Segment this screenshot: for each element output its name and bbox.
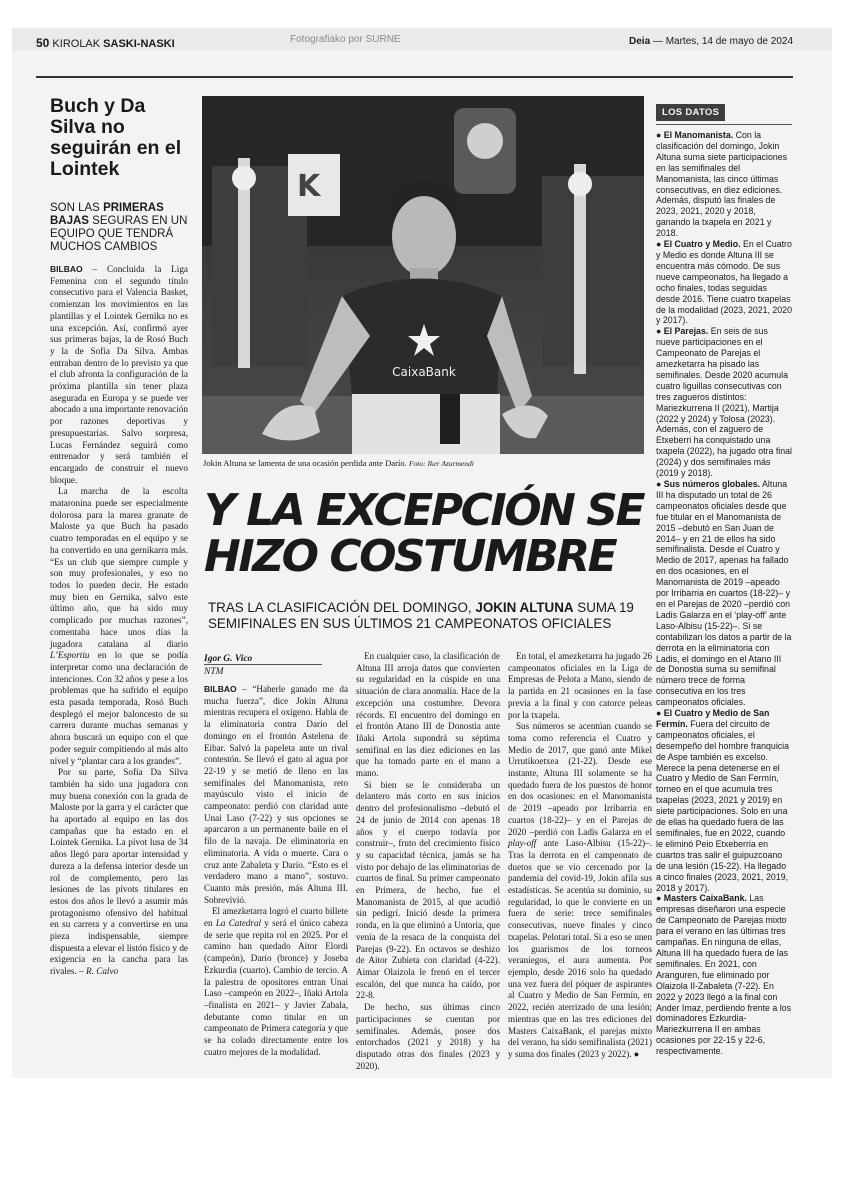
data-sidebar: [656, 102, 792, 1057]
left-story-subtitle: SON LAS PRIMERAS BAJAS SEGURAS EN UN EQUIPO QUE TENDRÁ MUCHOS CAMBIOS: [50, 202, 188, 253]
sidebar-item: ● Sus números globales. Altuna III ha disputado un total de 26 campeonatos oficiales desde que fue titular en el Manomanista de 2015 –debutó en San Juan de 2014– y en 21 de ellos ha sido semifinalista. Desde el Cuatro y Medio de 2017, apenas ha fallado en dos ocasiones, en el Manomanista de 2019 –apeado por Irribarria en cuartos (18-22)– y en el Parejas de 2020 –perdió con Ladis Galarza en el ‘play-off’ ante Laso-Albisu (15-22)–. Si se contabilizan los datos a partir de la derrota en la eliminatoria con Ladis, el domingo en el Atano III de Donostia suma su semifinal número trece de forma consecutiva en los tres campeonatos oficiales.: [656, 479, 792, 708]
left-story-body: [50, 264, 188, 1044]
photo-caption: Jokin Altuna se lamenta de una ocasión perdida ante Darío. Foto: Iker Azurmendi: [203, 458, 474, 468]
sidebar-item: ● Masters CaixaBank. Las empresas diseñaron una especie de Campeonato de Parejas mixto para el verano en las últimas tres campañas. En ninguna de ellas, Altuna III ha quedado fuera de las semifinales. En 2021, con Aranguren, fue eliminado por Olaizola II-Zabaleta (7-22). En 2022 y 2023 llegó a la final con Ander Imaz, perdiendo frente a los dominadores Ezkurdia-Mariezkurrena II en ambas ocasiones por 22-15 y 22-6, respectivamente.: [656, 893, 791, 1057]
sidebar-item: ● El Parejas. En seis de sus nueve participaciones en el Campeonato de Parejas el amezketarra ha pisado las semifinales. Desde 2020 acumula cuatro liguillas consecutivas con tres zagueros distintos: Mariezkurrena II (2021), Martija (2022 y 2024) y Tolosa (2023). Además, con el zaguero de Etxeberri ha conquistado una txapela (2022), ha jugado otra final (2024) y dos semifinales más (2019 y 2018).: [656, 326, 792, 479]
sidebar-item: ● El Cuatro y Medio de San Fermín. Fuera del circuito de campeonatos oficiales, el desempeño del hombre franquicia de Aspe también es excelso. Merece la pena detenerse en el Cuatro y Medio de San Fermín, torneo en el que acumula tres txapelas (2023, 2021 y 2019) en siete participaciones. Solo en una de ellas ha quedado fuera de las semifinales, fue en 2022, cuando le eliminó Peio Etxeberria en cuartos tras salir el guipuzcoano de una lesión (15-22). Ha llegado a cinco finales (2023, 2021, 2019, 2018 y 2017).: [656, 708, 790, 893]
photo-credit: Foto: Iker Azurmendi: [408, 459, 474, 468]
paragraph: Sus números se acentúan cuando se toma como referencia el Cuatro y Medio de 2017, que ganó ante Mikel Urrutikoetxea (21-22). Desde ese instante, Altuna III solamente se ha quedado fuera de los puestos de honor en dos ocasiones: en el Manomanista de 2019 –apeado por Irribarria en cuartos (18-22)– y en el Parejas de 2020 –perdió con Ladis Galarza en el play-off ante Laso-Albisu (15-22)–. Tras la derrota en el campeonato de duetos que se vio cercenado por la pandemia del covid-19, Jokin afila sus estadísticas. Se acentúa su dominio, su regularidad, lo que le convierte en un fuera de serie: trece semifinales consecutivas, nueve finales y cinco txapelas. Pelotari total. Si a eso se unen los guarismos de los torneos veraniegos, el aura aumenta. Por ejemplo, desde 2016 solo ha quedado una vez fuera del póquer de aspirantes al Cuatro y Medio de San Fermín, en 2022, recién aterrizado de una lesión; mientras que en las tres ediciones del Masters CaixaBank, el parejas mixto del verano, ha sido semifinalista (2021) y suma dos finales (2023 y 2022). ●: [508, 721, 652, 1059]
paragraph: BILBAO – Concluida la Liga Femenina con el segundo título consecutivo para el Valencia Basket, comienzan los movimientos en las plantillas y el Lointek Gernika no es una excepción. Así, confirmó ayer sus primeras bajas, la de Rosó Buch y la de Sofía Da Silva. Ambas entraban dentro de lo previsto ya que el club afronta la configuración de la próxima plantilla sin tener plaza asegurada en Europa y se puede ver abocado a una importante renovación por razones deportivas y presupuestarias. Salvo sorpresa, Lucas Fernández seguirá como entrenador y será también el encargado de construir el nuevo bloque.: [50, 264, 188, 485]
paragraph: De hecho, sus últimas cinco participaciones se cuentan por semifinales. Además, posee dos entorchados (2021 y 2018) y ha disputado otras dos finales (2023 y 2020).: [356, 1002, 500, 1071]
sidebar-item: ● El Cuatro y Medio. En el Cuatro y Medio es donde Altuna III se encuentra más cómodo. De sus nueve campeonatos, ha llegado a ocho finales, todas seguidas desde 2016. Tiene cuatro txapelas de la modalidad (2023, 2021, 2020 y 2017).: [656, 239, 792, 326]
photo-illustration: [202, 96, 644, 454]
main-column-2: [356, 651, 500, 1071]
svg-text:K: K: [297, 169, 321, 204]
author-name: Igor G. Vico: [204, 654, 253, 664]
end-mark: ●: [631, 1048, 640, 1059]
paragraph: BILBAO – “Haberle ganado me da mucha fuerza”, dice Jokin Altuna mientras recupera el oxígeno. Habla de la eliminatoria contra Darío del domingo en el frontón Astelena de Eibar. Salvó la papeleta ante un rival contestón. Se llevó el gato al agua por 22-19 y se metió de lleno en las semifinales del Manomanista, reto mayúsculo visto el inicio de campeonato: perdió con claridad ante Unai Laso (7-22) y sus opciones se aparcaron a un permanente baile en el filo de la navaja. De eliminatoria en eliminatoria. A vida o muerte. Cara o cruz ante Zabaleta y Darío. “Esto es el verdadero mano a mano”, sostuvo. Cuanto más presión, más Altuna III. Sobrevivió.: [204, 684, 348, 905]
issue-date: — Martes, 14 de mayo de 2024: [652, 36, 793, 47]
main-headline: Y LA EXCEPCIÓN SE HIZO COSTUMBRE: [204, 485, 644, 582]
bleed-through-text: Fotografiako por SURNE: [290, 34, 401, 45]
sidebar-title: LOS DATOS: [656, 104, 725, 121]
main-column-1: [204, 684, 348, 1057]
paragraph: El amezketarra logró el cuarto billete en La Catedral y será el único cabeza de serie que repita rol en 2025. Por el camino han quedado Aitor Elordi (campeón), Darío (bronce) y Joseba Ezkurdia (cuarto). Cambio de tercio. A la palestra de opositores entran Unai Laso –campeón en 2022–, Iñaki Artola –finalista en 2021– y Javier Zabala, debutante como titular en un campeonato de Primera categoría y que se ha colado directamente entre los cuatro mejores de la modalidad.: [204, 906, 348, 1057]
main-deck: TRAS LA CLASIFICACIÓN DEL DOMINGO, JOKIN ALTUNA SUMA 19 SEMIFINALES EN SUS ÚLTIMOS 21 CAMPEONATOS OFICIALES: [208, 600, 634, 631]
section-name: KIROLAK: [52, 38, 101, 50]
sidebar-rule: [656, 124, 792, 125]
paragraph: En cualquier caso, la clasificación de Altuna III arroja datos que convierten su regularidad en la cúspide en una situación de clara anomalía. Hace de la excepción una costumbre. Devora récords. El encuentro del domingo en el frontón Atano III de Donostia ante Iñaki Artola supondrá su séptima semifinal en las diez ediciones en las que ha tomado parte en el mano a mano.: [356, 651, 500, 779]
sponsor-logo-text: CaixaBank: [392, 365, 456, 379]
paragraph: En total, el amezketarra ha jugado 26 campeonatos oficiales en la Liga de Empresas de Pelota a Mano, siendo de la partida en 21 ocasiones en la fase previa a la final y con catorce peleas por la txapela.: [508, 651, 652, 720]
main-column-3: [508, 651, 652, 1059]
page-header-right: [440, 36, 793, 47]
sidebar-body: [656, 130, 792, 1057]
page-header-left: [36, 36, 175, 50]
header-rule: [36, 76, 793, 78]
newspaper-name: Deia: [629, 36, 651, 47]
paragraph: Por su parte, Sofía Da Silva también ha sido una jugadora con muy buena conexión con la grada de Maloste por la garra y el carácter que ha aportado al equipo en las dos campañas que ha estado en el Lointek Gernika. La pívot lusa de 34 años llegó para aportar intensidad y dureza a la defensa interior desde un rol de complemento, pero las lesiones de las pívots titulares en estos dos años le llevó a asumir más protagonismo ofensivo del habitual en su carrera y a convertirse en una pieza indispensable, siempre dispuesta a elevar el listón físico y de exigencia en la cancha para las rivales. – R. Calvo: [50, 767, 188, 977]
paragraph: Si bien se le consideraba un delantero más corto en sus inicios dentro del profesionalismo –debutó el 24 de junio de 2014 con apenas 18 años y el cuerpo todavía por construir–, fruto del crecimiento físico y su capacidad técnica, jamás se ha visto por debajo de las eliminatorias de cuartos de final. Su primer campeonato en Primera, de hecho, fue el Manomanista de 2015, al que acudió sin pedigrí. Inició desde la primera ronda, en la que eliminó a Untoria, que venía de la resaca de la conquista del Parejas (9-22). En octavos se deshizo de Aitor Zubieta con claridad (4-22). Aimar Olaizola le frenó en el tercer escalón, del que nunca ha caído, por 22-8.: [356, 779, 500, 1001]
page-number: 50: [36, 36, 50, 50]
left-story-title: Buch y Da Silva no seguirán en el Lointek: [50, 95, 182, 180]
byline-rule: [204, 664, 322, 665]
subsection-name: SASKI-NASKI: [103, 38, 175, 50]
signature: – R. Calvo: [76, 966, 119, 977]
player-photo: [202, 96, 644, 454]
paragraph: La marcha de la escolta mataronina puede ser especialmente dolorosa para la marea granate de Maloste ya que Buch ha pasado cuatro temporadas en el equipo y se ha convertido en una gernikarra más. “Es un club que siempre cumple y son muy profesionales, y eso no todos lo pueden decir. He estado muy bien en Gernika, salvo este último año, que ha sido muy complicado por muchas razones”, comentaba hace unos días la jugadora catalana al diario L’Esportiu en lo que se podía interpretar como una declaración de intenciones. Con 32 años y pese a los problemas que ha sufrido el equipo esta pasada temporada, Rosó Buch desplegó el mejor baloncesto de su carrera durante muchas semanas y ahora buscará un equipo con el que poder seguir compitiendo al más alto nivel y “plantar cara a los grandes”.: [50, 486, 188, 766]
author-agency: NTM: [204, 667, 224, 677]
sidebar-item: ● El Manomanista. Con la clasificación del domingo, Jokin Altuna suma siete participaciones en las semifinales del Manomanista, las cinco últimas consecutivas, en diez ediciones. Además, disputó las finales de 2023, 2021, 2020 y 2018, ganando la txapela en 2021 y 2018.: [656, 130, 788, 239]
